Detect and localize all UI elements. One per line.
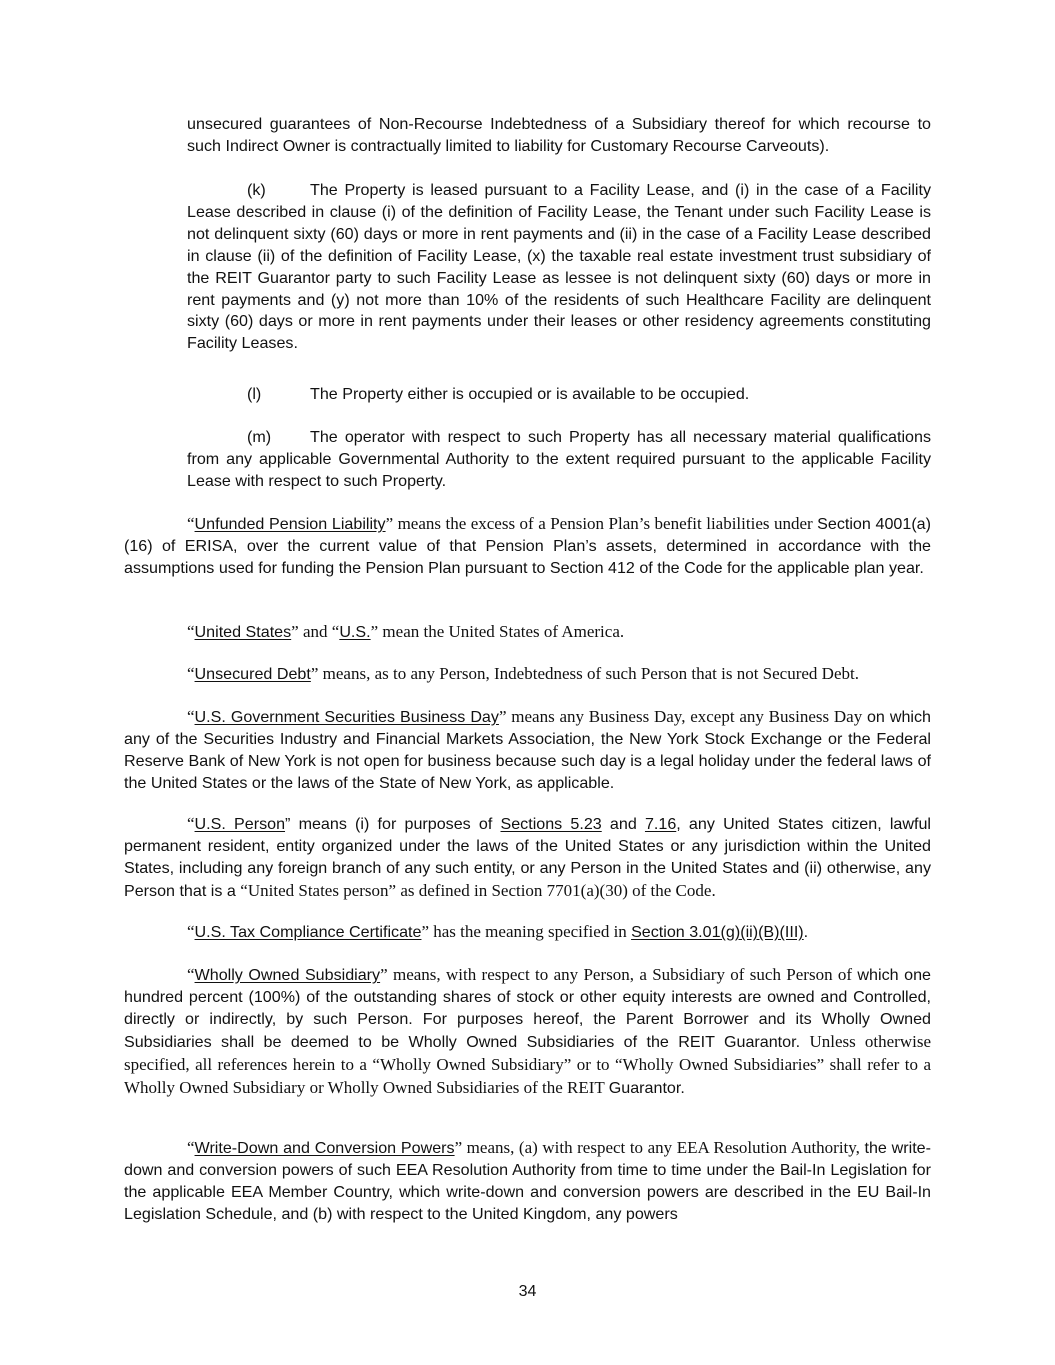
definition-us-person: “U.S. Person” means (i) for purposes of Sections 5.23 and 7.16, any United States citizen, lawful permanent resident, entity organized under the laws of the United States or any jurisdiction within the United States, including any foreign branch of any such entity, or any Person in the United States and (ii) otherwise, any Person that is a “United States person” as defined in Section 7701(a)(30) of the Code. (124, 814, 931, 900)
clause-m (187, 427, 931, 493)
section-reference: 7.16 (644, 815, 677, 833)
definition-unfunded-pension-liability: “Unfunded Pension Liability” means the excess of a Pension Plan’s benefit liabilities under Section 4001(a)(16) of ERISA, over the current value of that Pension Plan’s assets, determined in accordance with the assumptions used for funding the Pension Plan pursuant to Section 412 of the Code for the applicable plan year. (124, 514, 931, 577)
defined-term: United States (194, 623, 292, 641)
continuation-paragraph: unsecured guarantees of Non-Recourse Indebtedness of a Subsidiary thereof for which recourse to such Indirect Owner is contractually limited to liability for Customary Recourse Carveouts). (187, 115, 931, 155)
definition-wholly-owned-subsidiary: “Wholly Owned Subsidiary” means, with respect to any Person, a Subsidiary of such Person of which one hundred percent (100%) of the outstanding shares of stock or other equity interests are owned and Controlled, directly or indirectly, by such Person. For purposes hereof, the Parent Borrower and its Wholly Owned Subsidiaries shall be deemed to be Wholly Owned Subsidiaries of the REIT Guarantor. Unless otherwise specified, all references herein to a “Wholly Owned Subsidiary” or to “Wholly Owned Subsidiaries” shall refer to a Wholly Owned Subsidiary or Wholly Owned Subsidiaries of the REIT Guarantor. (124, 965, 931, 1097)
definition-us-tax-compliance-certificate: “U.S. Tax Compliance Certificate” has the meaning specified in Section 3.01(g)(ii)(B)(III). (187, 922, 809, 941)
clause-m-label: (m) (247, 428, 272, 446)
clause-l (187, 384, 931, 406)
defined-term: Unfunded Pension Liability (194, 515, 386, 533)
clause-l-label: (l) (247, 385, 262, 403)
clause-l-text: The Property either is occupied or is available to be occupied. (310, 385, 750, 403)
page-number: 34 (518, 1283, 537, 1300)
clause-k (187, 180, 931, 355)
defined-term: Unsecured Debt (194, 665, 311, 683)
definition-united-states: “United States” and “U.S.” mean the United States of America. (187, 622, 625, 641)
defined-term: U.S. Person (194, 815, 286, 833)
clause-m-text: The operator with respect to such Property has all necessary material qualifications from any applicable Governmental Authority to the extent required pursuant to the applicable Facility Lease with respect to such Property. (187, 428, 931, 490)
definition-write-down-and-conversion-powers: “Write-Down and Conversion Powers” means, (a) with respect to any EEA Resolution Authority, the write-down and conversion powers of such EEA Resolution Authority from time to time under the Bail-In Legislation for the applicable EEA Member Country, which write-down and conversion powers are described in the EU Bail-In Legislation Schedule, and (b) with respect to the United Kingdom, any powers (124, 1138, 931, 1223)
definition-unsecured-debt: “Unsecured Debt” means, as to any Person, Indebtedness of such Person that is not Secured Debt. (187, 664, 859, 683)
defined-term: Wholly Owned Subsidiary (194, 966, 381, 984)
section-reference: Section 3.01(g)(ii)(B)(III) (631, 923, 804, 941)
defined-term: U.S. Tax Compliance Certificate (194, 923, 422, 941)
clause-k-text: The Property is leased pursuant to a Facility Lease, and (i) in the case of a Facility Lease described in clause (i) of the definition of Facility Lease, the Tenant under such Facility Lease is not delinquent sixty (60) days or more in rent payments and (ii) in the case of a Facility Lease described in clause (ii) of the definition of Facility Lease, (x) the taxable real estate investment trust subsidiary of the REIT Guarantor party to such Facility Lease as lessee is not delinquent sixty (60) days or more in rent payments and (y) not more than 10% of the residents of such Healthcare Facility are delinquent sixty (60) days or more in rent payments under their leases or other residency agreements constituting Facility Leases. (187, 181, 931, 353)
defined-term: Write-Down and Conversion Powers (194, 1139, 455, 1157)
clause-k-label: (k) (247, 181, 266, 199)
defined-term: U.S. Government Securities Business Day (194, 708, 499, 726)
definition-us-government-securities-business-day: “U.S. Government Securities Business Day” means any Business Day, except any Business Day on which any of the Securities Industry and Financial Markets Association, the New York Stock Exchange or the Federal Reserve Bank of New York is not open for business because such day is a legal holiday under the federal laws of the United States or the laws of the State of New York, as applicable. (124, 707, 931, 792)
section-reference: Sections 5.23 (500, 815, 602, 833)
defined-term: U.S. (339, 623, 371, 641)
